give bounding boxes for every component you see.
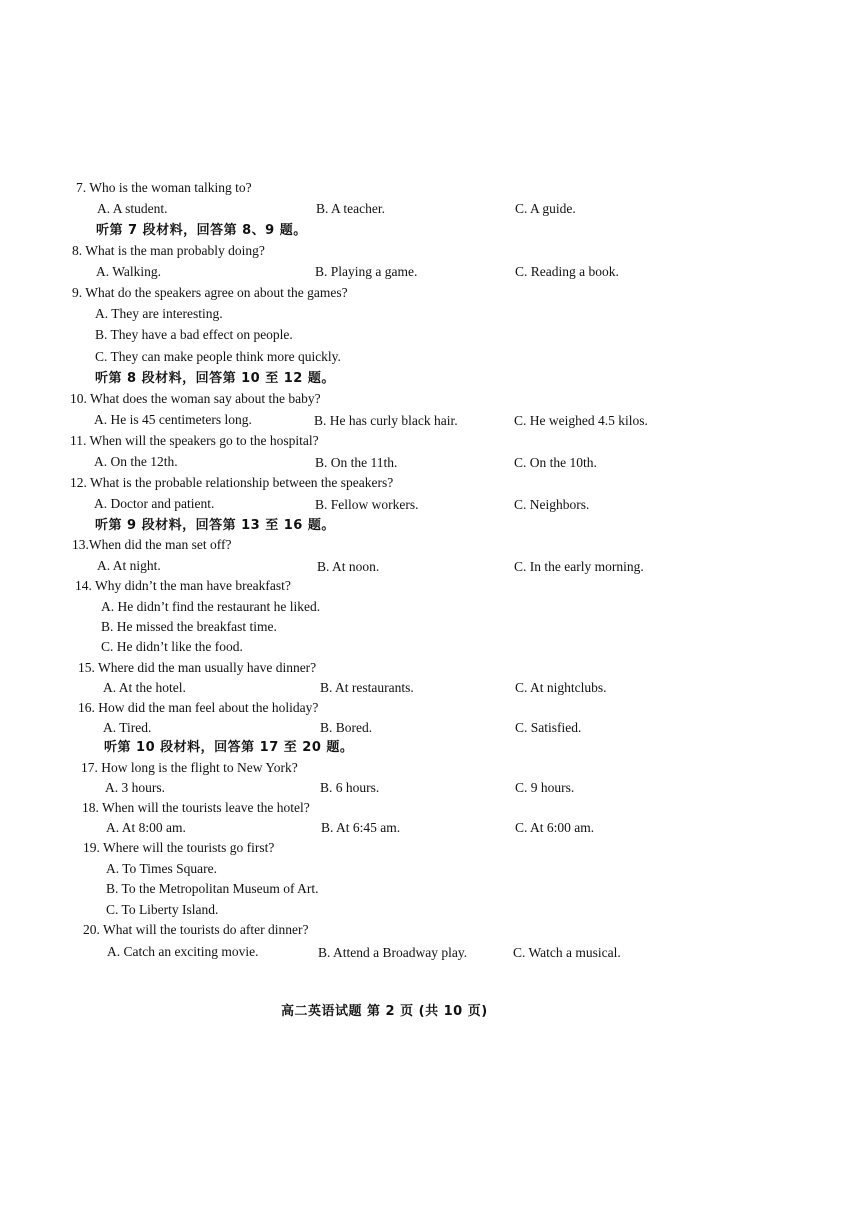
option-17a: A. 3 hours. [105,780,165,795]
section-heading-10: 听第 10 段材料，回答第 17 至 20 题。 [104,740,354,755]
option-12a: A. Doctor and patient. [94,496,215,511]
option-8a: A. Walking. [96,264,162,279]
question-11: 11. When will the speakers go to the hospital? [70,433,319,448]
option-7a: A. A student. [97,201,168,216]
option-17b: B. 6 hours. [320,780,380,795]
option-11c: C. On the 10th. [514,455,597,470]
option-13b: B. At noon. [317,559,380,574]
option-8b: B. Playing a game. [315,264,418,279]
option-18c: C. At 6:00 am. [515,820,595,835]
option-13c: C. In the early morning. [514,559,644,574]
option-14a: A. He didn’t find the restaurant he liked. [101,599,321,614]
option-14c: C. He didn’t like the food. [101,639,243,654]
option-17c: C. 9 hours. [515,780,575,795]
option-10c: C. He weighed 4.5 kilos. [514,413,648,428]
option-20c: C. Watch a musical. [513,945,621,960]
option-9a: A. They are interesting. [95,306,223,321]
option-12c: C. Neighbors. [514,497,590,512]
option-7b: B. A teacher. [316,201,385,216]
option-19a: A. To Times Square. [106,861,217,876]
question-16: 16. How did the man feel about the holiday? [78,700,319,715]
option-15a: A. At the hotel. [103,680,186,695]
question-9: 9. What do the speakers agree on about the games? [72,285,348,300]
question-19: 19. Where will the tourists go first? [83,840,275,855]
question-20: 20. What will the tourists do after dinner? [83,922,309,937]
option-10a: A. He is 45 centimeters long. [94,412,252,427]
option-18b: B. At 6:45 am. [321,820,401,835]
question-18: 18. When will the tourists leave the hotel? [82,800,310,815]
option-10b: B. He has curly black hair. [314,413,458,428]
section-heading-8: 听第 8 段材料，回答第 10 至 12 题。 [95,371,335,386]
section-heading-7: 听第 7 段材料，回答第 8、9 题。 [96,223,307,238]
option-20b: B. Attend a Broadway play. [318,945,468,960]
question-10: 10. What does the woman say about the baby? [70,391,321,406]
option-13a: A. At night. [97,558,161,573]
option-16b: B. Bored. [320,720,373,735]
question-14: 14. Why didn’t the man have breakfast? [75,578,291,593]
question-15: 15. Where did the man usually have dinner? [78,660,317,675]
question-7: 7. Who is the woman talking to? [76,180,252,195]
question-13: 13.When did the man set off? [72,537,232,552]
option-11b: B. On the 11th. [315,455,398,470]
option-15c: C. At nightclubs. [515,680,607,695]
option-19b: B. To the Metropolitan Museum of Art. [106,881,319,896]
question-8: 8. What is the man probably doing? [72,243,265,258]
option-16c: C. Satisfied. [515,720,582,735]
option-15b: B. At restaurants. [320,680,414,695]
question-17: 17. How long is the flight to New York? [81,760,298,775]
option-16a: A. Tired. [103,720,152,735]
option-14b: B. He missed the breakfast time. [101,619,277,634]
option-9c: C. They can make people think more quickly. [95,349,341,364]
option-19c: C. To Liberty Island. [106,902,219,917]
option-8c: C. Reading a book. [515,264,619,279]
option-7c: C. A guide. [515,201,576,216]
option-9b: B. They have a bad effect on people. [95,327,293,342]
question-12: 12. What is the probable relationship between the speakers? [70,475,394,490]
section-heading-9: 听第 9 段材料，回答第 13 至 16 题。 [95,518,335,533]
option-18a: A. At 8:00 am. [106,820,186,835]
option-11a: A. On the 12th. [94,454,178,469]
option-20a: A. Catch an exciting movie. [107,944,259,959]
page-footer: 高二英语试题 第 2 页 (共 10 页) [281,1004,488,1019]
option-12b: B. Fellow workers. [315,497,419,512]
